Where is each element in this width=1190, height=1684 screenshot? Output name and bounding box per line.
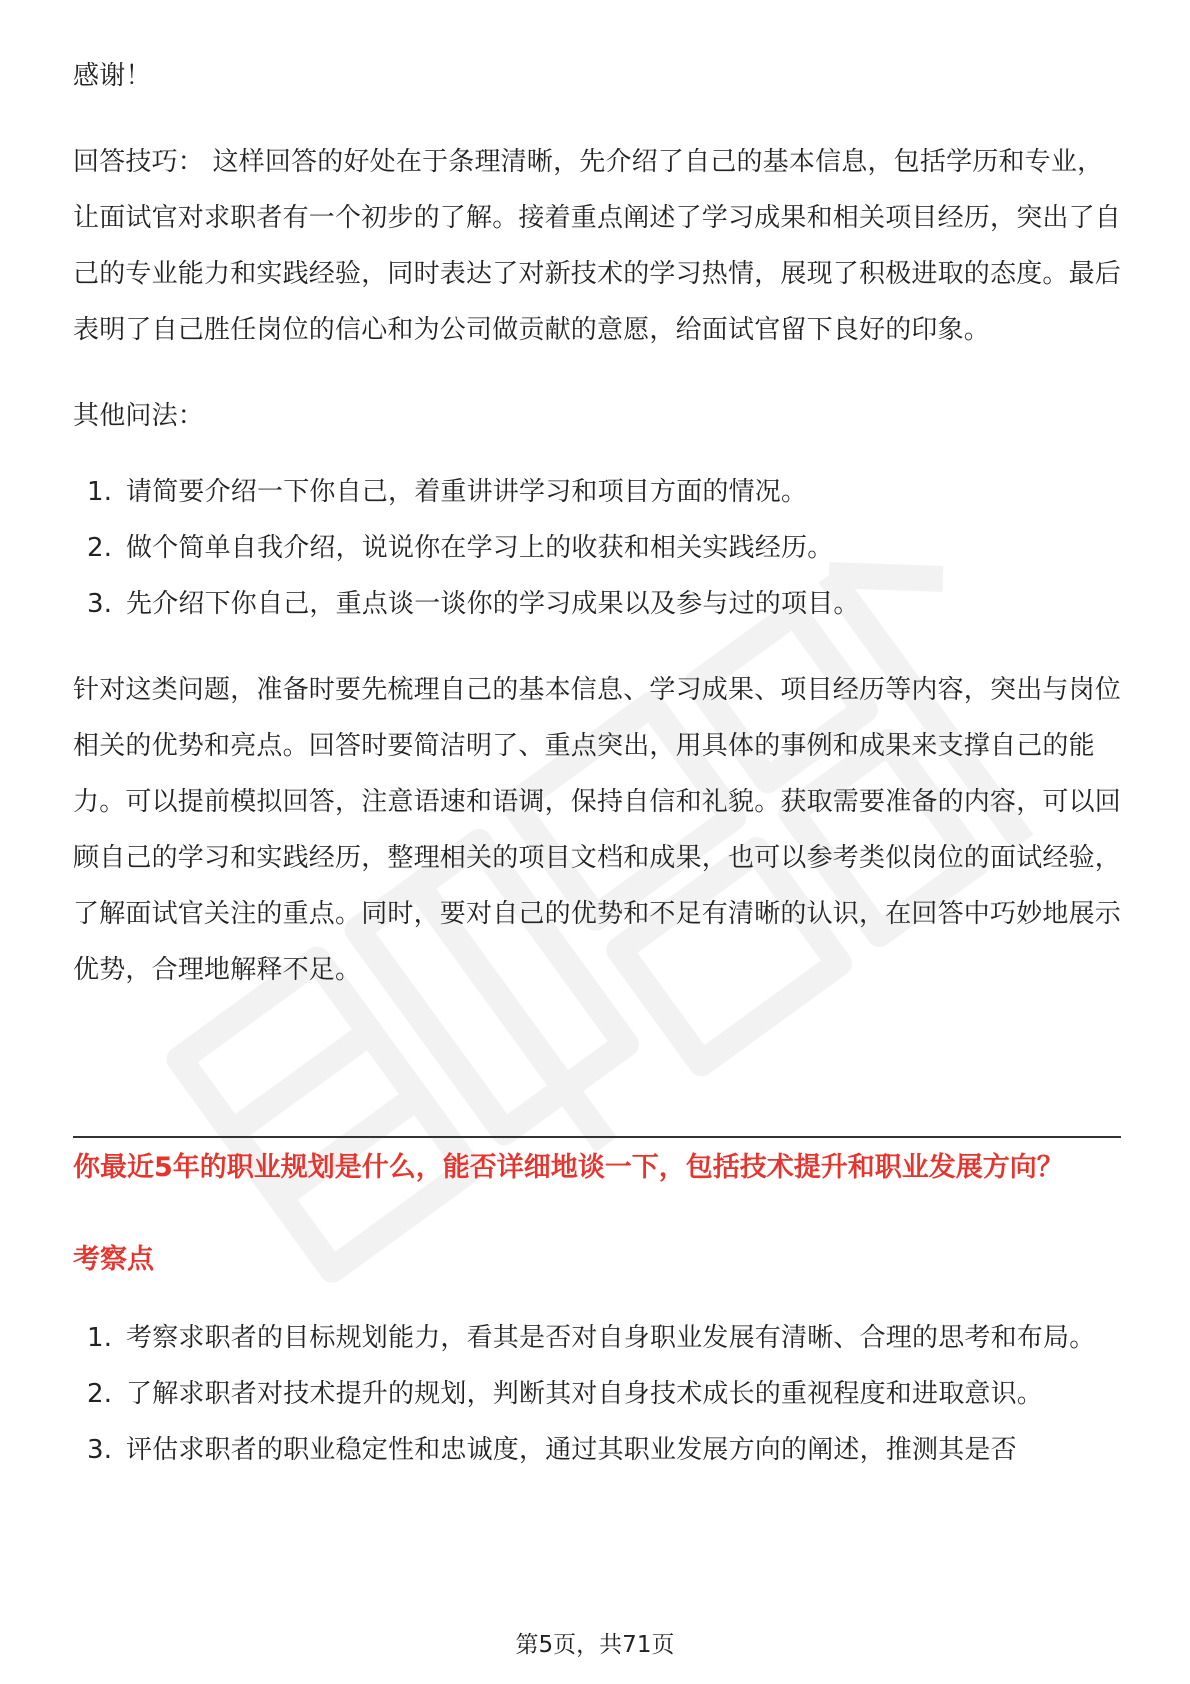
question-heading: 你最近5年的职业规划是什么，能否详细地谈一下，包括技术提升和职业发展方向？ [73,1152,1064,1183]
list-item [73,520,1121,576]
preparation-advice-paragraph: 针对这类问题，准备时要先梳理自己的基本信息、学习成果、项目经历等内容，突出与岗位相关的优势和亮点。回答时要简洁明了、重点突出，用具体的事例和成果来支撑自己的能力。可以提前模拟回答，注意语速和语调，保持自信和礼貌。获取需要准备的内容，可以回顾自己的学习和实践经历，整理相关的项目文档和成果，也可以参考类似岗位的面试经验，了解面试官关注的重点。同时，要对自己的优势和不足有清晰的认识，在回答中巧妙地展示优势，合理地解释不足。 [73,675,1122,985]
section-divider [73,1136,1121,1138]
assessment-points-list [73,1310,1121,1478]
list-item-text: 请简要介绍一下你自己，着重讲讲学习和项目方面的情况。 [126,477,808,507]
list-item [73,1422,1121,1478]
body-content [73,48,1121,998]
list-item-number: 2. [87,1379,113,1409]
list-item-text: 考察求职者的目标规划能力，看其是否对自身职业发展有清晰、合理的思考和布局。 [126,1323,1096,1353]
other-questions-label: 其他问法： [73,401,205,431]
list-item-number: 1. [87,1323,113,1353]
list-item-number: 2. [87,533,113,563]
list-item-text: 先介绍下你自己，重点谈一谈你的学习成果以及参与过的项目。 [126,589,860,619]
assessment-points [73,1310,1121,1478]
list-item-text: 了解求职者对技术提升的规划，判断其对自身技术成长的重视程度和进取意识。 [126,1379,1044,1409]
list-item [73,1310,1121,1366]
list-item-number: 3. [87,1435,113,1465]
list-item-number: 1. [87,477,113,507]
list-item [73,1366,1121,1422]
list-item-number: 3. [87,589,113,619]
list-item-text: 做个简单自我介绍，说说你在学习上的收获和相关实践经历。 [126,533,834,563]
other-questions-list [73,464,1121,632]
list-item [73,464,1121,520]
page-number: 第5页，共71页 [515,1632,675,1658]
list-item [73,576,1121,632]
list-item-text: 评估求职者的职业稳定性和忠诚度，通过其职业发展方向的阐述，推测其是否 [126,1435,1017,1465]
answer-tips-paragraph: 回答技巧： 这样回答的好处在于条理清晰，先介绍了自己的基本信息，包括学历和专业，让面试官对求职者有一个初步的了解。接着重点阐述了学习成果和相关项目经历，突出了自己的专业能力和实践经验，同时表达了对新技术的学习热情，展现了积极进取的态度。最后表明了自己胜任岗位的信心和为公司做贡献的意愿，给面试官留下良好的印象。 [73,147,1122,345]
assessment-points-heading: 考察点 [73,1244,154,1275]
thanks-text: 感谢！ [73,61,152,91]
